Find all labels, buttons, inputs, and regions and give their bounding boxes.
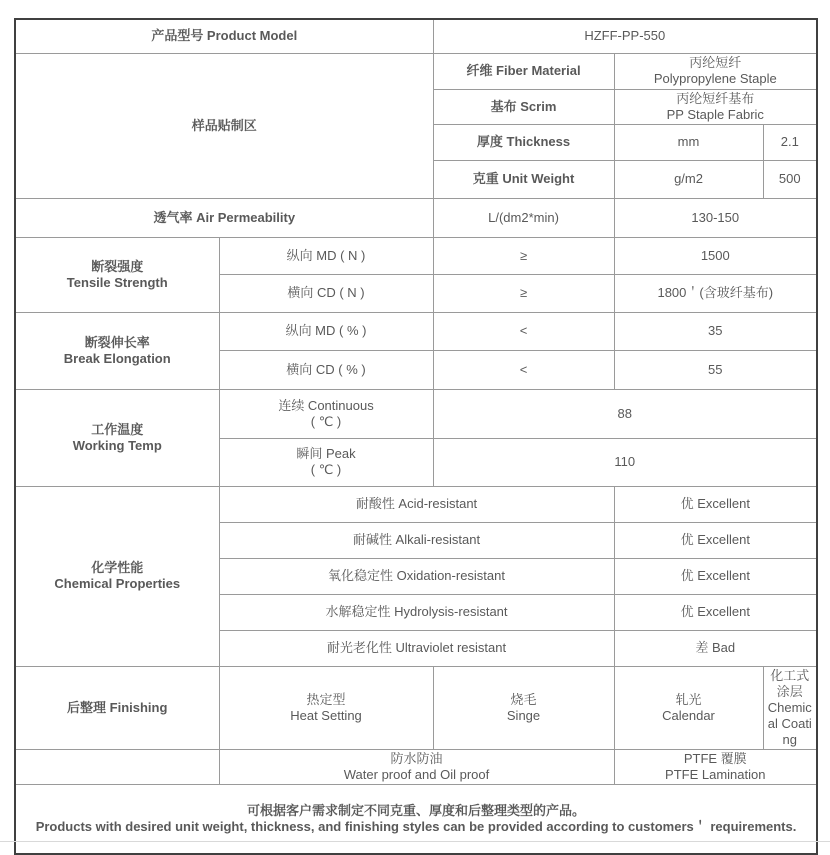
tensile-cd-value: 1800＇(含玻纤基布) [614,274,817,312]
singe-zh: 烧毛 [510,691,537,707]
scrim-value [614,89,817,124]
waterproof-en: Water proof and Oil proof [343,766,490,782]
tensile-cd-label: 横向 CD ( N ) [219,274,433,312]
ptfe-en: PTFE Lamination [665,766,766,782]
fiber-value [614,53,817,89]
acid-resistant-label: 耐酸性 Acid-resistant [219,486,614,522]
finishing-chemical-coating [763,666,817,749]
peak-temp-zh: 瞬间 Peak [296,446,356,461]
thickness-unit: mm [614,124,763,160]
continuous-temp-label [219,389,433,438]
elongation-cd-value: 55 [614,350,817,389]
fiber-value-zh: 丙纶短纤 [689,55,742,70]
customization-note [15,784,817,854]
tensile-md-label: 纵向 MD ( N ) [219,237,433,274]
unit-weight-label: 克重 Unit Weight [433,160,614,198]
finishing-calendar [614,666,763,749]
ultraviolet-resistant-label: 耐光老化性 Ultraviolet resistant [219,630,614,666]
waterproof-zh: 防水防油 [390,750,443,766]
tensile-strength-zh: 断裂强度 [91,258,144,274]
continuous-temp-unit: ( ℃ ) [310,413,342,429]
ptfe-zh: PTFE 覆膜 [683,750,747,766]
thickness-value: 2.1 [763,124,817,160]
working-temp-en: Working Temp [72,437,162,453]
hydrolysis-resistant-value: 优 Excellent [614,594,817,630]
break-elongation-zh: 断裂伸长率 [84,334,150,350]
chemical-coating-zh: 化工式涂层 [770,667,810,699]
customization-note-zh: 可根据客户需求制定不同克重、厚度和后整理类型的产品。 [247,802,586,818]
sample-area-cell: 样品贴制区 [15,53,433,198]
ultraviolet-resistant-value: 差 Bad [614,630,817,666]
scrim-value-en: PP Staple Fabric [666,106,764,122]
air-permeability-unit: L/(dm2*min) [433,198,614,237]
elongation-md-op: < [433,312,614,350]
finishing-heat-setting [219,666,433,749]
chemical-properties-zh: 化学性能 [91,560,144,575]
chemical-properties-cell [15,486,219,666]
chemical-properties-en: Chemical Properties [54,576,181,591]
tensile-cd-op: ≥ [433,274,614,312]
tensile-md-value: 1500 [614,237,817,274]
working-temp-zh: 工作温度 [91,421,144,437]
hydrolysis-resistant-label: 水解稳定性 Hydrolysis-resistant [219,594,614,630]
tensile-md-op: ≥ [433,237,614,274]
fiber-label: 纤维 Fiber Material [433,53,614,89]
elongation-cd-op: < [433,350,614,389]
tensile-strength-cell [15,237,219,312]
thickness-label: 厚度 Thickness [433,124,614,160]
unit-weight-unit: g/m2 [614,160,763,198]
calendar-zh: 轧光 [675,691,702,707]
finishing-waterproof [219,749,614,784]
alkali-resistant-value: 优 Excellent [614,522,817,558]
acid-resistant-value: 优 Excellent [614,486,817,522]
product-spec-table [14,18,818,855]
air-permeability-label: 透气率 Air Permeability [15,198,433,237]
elongation-md-label: 纵向 MD ( % ) [219,312,433,350]
unit-weight-value: 500 [763,160,817,198]
product-model-value: HZFF-PP-550 [433,19,817,53]
scrim-label: 基布 Scrim [433,89,614,124]
finishing-empty-cell [15,749,219,784]
heat-setting-zh: 热定型 [306,691,346,707]
product-model-label: 产品型号 Product Model [15,19,433,53]
scrim-value-zh: 丙纶短纤基布 [676,90,755,106]
oxidation-resistant-label: 氧化稳定性 Oxidation-resistant [219,558,614,594]
calendar-en: Calendar [662,707,715,723]
fiber-value-en: Polypropylene Staple [653,71,777,86]
peak-temp-unit: ( ℃ ) [310,462,342,477]
finishing-singe [433,666,614,749]
chemical-coating-en: Chemical Coating [767,699,812,747]
peak-temp-label [219,438,433,486]
elongation-md-value: 35 [614,312,817,350]
continuous-temp-zh: 连续 Continuous [278,397,374,413]
alkali-resistant-label: 耐碱性 Alkali-resistant [219,522,614,558]
peak-temp-value: 110 [433,438,817,486]
customization-note-en: Products with desired unit weight, thickness, and finishing styles can be provided according to customers＇ requirements. [35,818,797,834]
tensile-strength-en: Tensile Strength [66,274,168,290]
finishing-ptfe [614,749,817,784]
finishing-label: 后整理 Finishing [15,666,219,749]
elongation-cd-label: 横向 CD ( % ) [219,350,433,389]
air-permeability-value: 130-150 [614,198,817,237]
singe-en: Singe [506,707,541,723]
heat-setting-en: Heat Setting [290,707,362,723]
break-elongation-cell [15,312,219,389]
oxidation-resistant-value: 优 Excellent [614,558,817,594]
break-elongation-en: Break Elongation [63,350,171,366]
gridline-artifact [0,841,830,842]
working-temp-cell [15,389,219,486]
continuous-temp-value: 88 [433,389,817,438]
